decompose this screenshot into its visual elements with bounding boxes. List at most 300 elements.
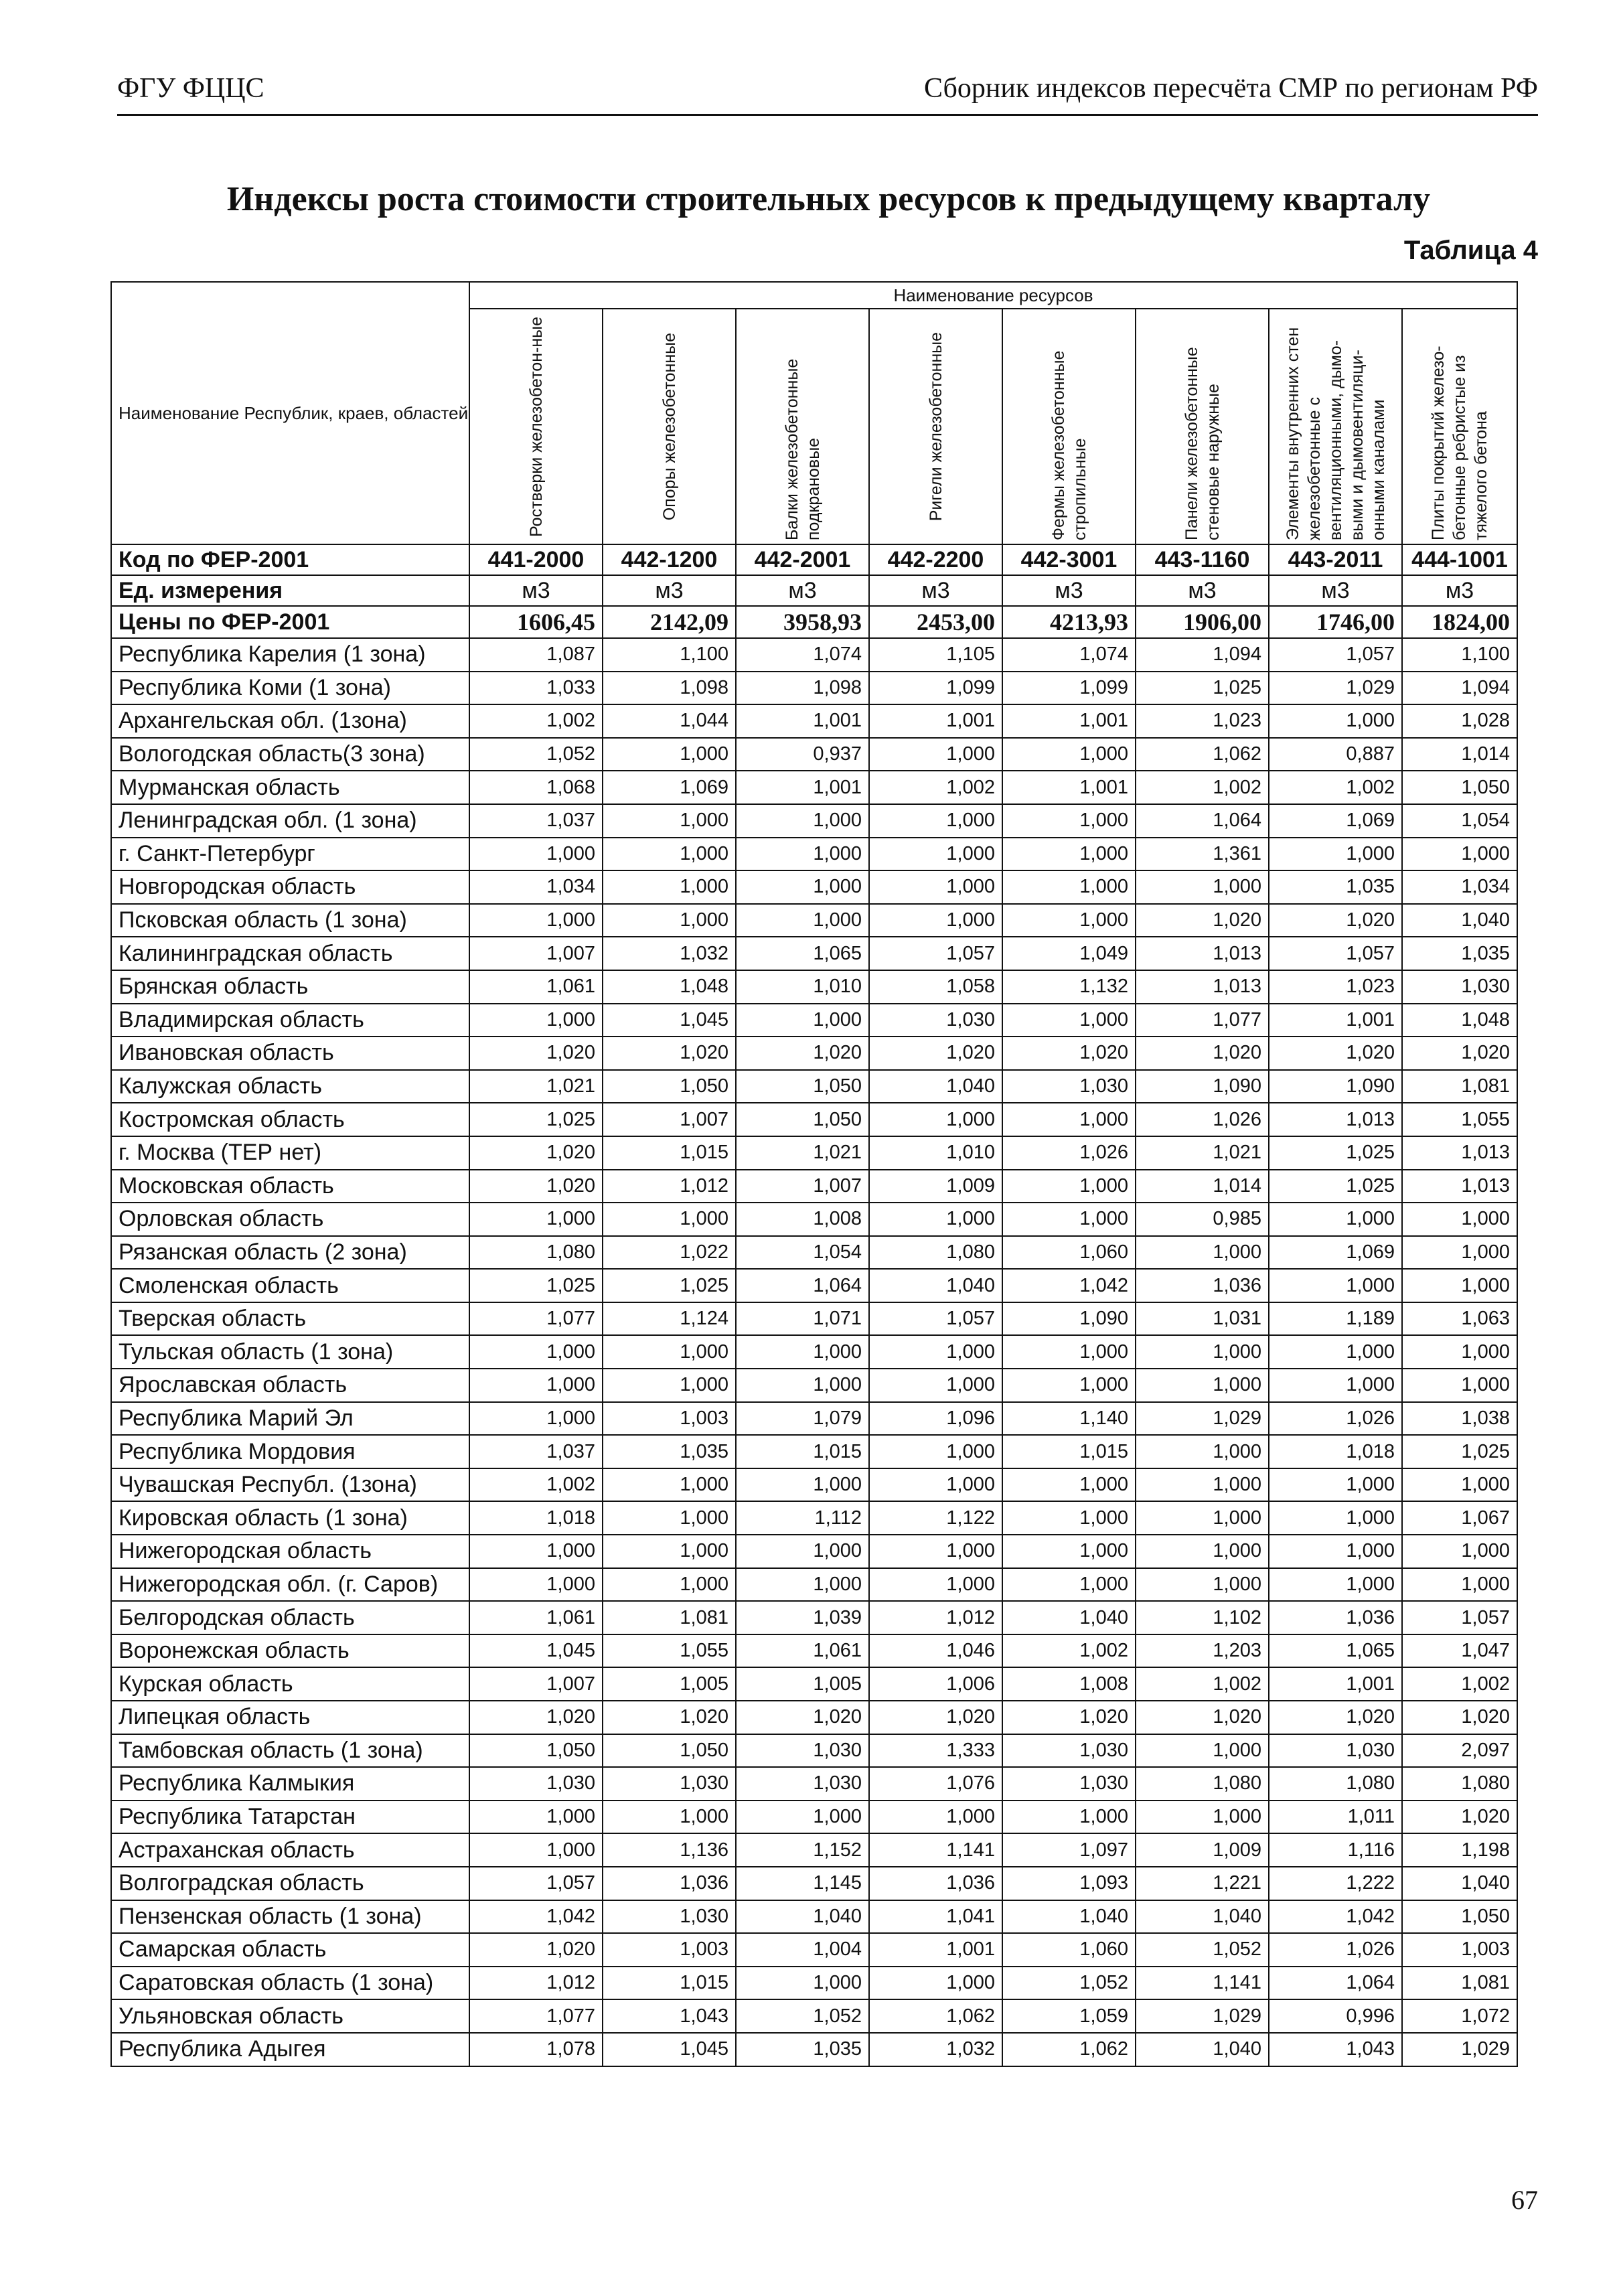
- index-value: 1,042: [469, 1900, 603, 1934]
- index-value: 1,000: [603, 1801, 736, 1834]
- index-value: 1,002: [1136, 771, 1269, 804]
- index-value: 1,000: [1136, 870, 1269, 904]
- index-value: 1,030: [1002, 1070, 1136, 1103]
- page-number: 67: [1511, 2185, 1538, 2215]
- index-value: 1,000: [603, 870, 736, 904]
- region-name: Курская область: [111, 1667, 469, 1701]
- index-value: 1,000: [469, 1369, 603, 1402]
- resource-column-header: [603, 309, 736, 544]
- index-value: 1,000: [1136, 1335, 1269, 1369]
- code-cell: 442-2001: [736, 544, 869, 575]
- index-value: 1,152: [736, 1833, 869, 1867]
- index-value: 1,061: [469, 970, 603, 1004]
- index-value: 1,000: [1136, 1236, 1269, 1270]
- region-name: Белгородская область: [111, 1601, 469, 1634]
- index-value: 1,000: [1269, 1501, 1402, 1535]
- index-value: 1,222: [1269, 1867, 1402, 1900]
- index-value: 1,001: [1002, 704, 1136, 738]
- table-row: [111, 1170, 1517, 1203]
- index-value: 1,000: [603, 1535, 736, 1568]
- index-value: 1,132: [1002, 970, 1136, 1004]
- table-row: [111, 1667, 1517, 1701]
- index-value: 1,030: [603, 1900, 736, 1934]
- index-value: 1,025: [1402, 1435, 1517, 1468]
- table-row: [111, 704, 1517, 738]
- region-name: Саратовская область (1 зона): [111, 1967, 469, 2000]
- index-value: 1,029: [1269, 672, 1402, 705]
- index-value: 1,001: [869, 1933, 1002, 1967]
- index-value: 1,068: [469, 771, 603, 804]
- index-value: 1,090: [1002, 1302, 1136, 1336]
- index-value: 1,020: [469, 1136, 603, 1170]
- code-row: [111, 544, 1517, 575]
- index-value: 1,020: [1136, 1701, 1269, 1734]
- index-value: 1,221: [1136, 1867, 1269, 1900]
- index-value: 1,000: [736, 1801, 869, 1834]
- resource-column-label: Плиты покрытий железо-бетонные ребристые из тяжелого бетона: [1429, 346, 1490, 540]
- table-body: [111, 544, 1517, 2066]
- region-name: Ульяновская область: [111, 1999, 469, 2033]
- index-value: 1,001: [1002, 771, 1136, 804]
- index-value: 1,040: [1002, 1601, 1136, 1634]
- region-name: Воронежская область: [111, 1634, 469, 1668]
- index-value: 1,007: [469, 1667, 603, 1701]
- region-column-header: Наименование Республик, краев, областей: [111, 282, 469, 544]
- index-value: 1,034: [1402, 870, 1517, 904]
- index-value: 1,040: [1002, 1900, 1136, 1934]
- index-value: 0,887: [1269, 738, 1402, 771]
- index-value: 1,000: [869, 1103, 1002, 1136]
- table-row: [111, 1801, 1517, 1834]
- index-value: 1,045: [603, 2033, 736, 2066]
- index-value: 1,045: [469, 1634, 603, 1668]
- price-cell: 4213,93: [1002, 606, 1136, 638]
- index-value: 1,000: [869, 738, 1002, 771]
- index-value: 1,014: [1402, 738, 1517, 771]
- index-value: 1,060: [1002, 1236, 1136, 1270]
- index-value: 1,065: [1269, 1634, 1402, 1668]
- index-value: 1,015: [603, 1967, 736, 2000]
- table-row: [111, 1501, 1517, 1535]
- index-value: 1,080: [1136, 1767, 1269, 1801]
- code-cell: 444-1001: [1402, 544, 1517, 575]
- price-cell: 1746,00: [1269, 606, 1402, 638]
- index-value: 1,035: [1269, 870, 1402, 904]
- index-value: 1,000: [1136, 1801, 1269, 1834]
- index-value: 1,009: [869, 1170, 1002, 1203]
- index-value: 1,013: [1269, 1103, 1402, 1136]
- index-value: 1,000: [469, 1833, 603, 1867]
- index-value: 1,098: [736, 672, 869, 705]
- index-value: 1,057: [1269, 937, 1402, 970]
- region-name: Липецкая область: [111, 1701, 469, 1734]
- resource-column-header: [1269, 309, 1402, 544]
- index-value: 1,030: [1402, 970, 1517, 1004]
- index-value: 1,000: [869, 1801, 1002, 1834]
- index-value: 1,012: [603, 1170, 736, 1203]
- index-value: 1,020: [736, 1037, 869, 1070]
- resource-column-header: [1002, 309, 1136, 544]
- index-value: 1,000: [603, 838, 736, 871]
- table-row: [111, 1236, 1517, 1270]
- index-value: 1,014: [1136, 1170, 1269, 1203]
- region-name: Республика Коми (1 зона): [111, 672, 469, 705]
- index-value: 1,000: [1402, 838, 1517, 871]
- table-row: [111, 1302, 1517, 1336]
- index-value: 1,000: [469, 838, 603, 871]
- table-row: [111, 771, 1517, 804]
- index-value: 1,000: [1402, 1335, 1517, 1369]
- index-value: 1,094: [1136, 638, 1269, 672]
- index-value: 1,060: [1002, 1933, 1136, 1967]
- index-value: 1,000: [1002, 738, 1136, 771]
- table-row: [111, 1967, 1517, 2000]
- region-name: Ивановская область: [111, 1037, 469, 1070]
- index-value: 1,000: [736, 904, 869, 937]
- index-value: 1,028: [1402, 704, 1517, 738]
- index-value: 1,000: [1136, 1435, 1269, 1468]
- unit-row: [111, 575, 1517, 606]
- index-value: 1,000: [469, 1801, 603, 1834]
- index-value: 1,002: [1402, 1667, 1517, 1701]
- index-value: 1,021: [736, 1136, 869, 1170]
- index-value: 1,361: [1136, 838, 1269, 871]
- index-value: 1,141: [869, 1833, 1002, 1867]
- index-value: 1,062: [1136, 738, 1269, 771]
- price-cell: 2453,00: [869, 606, 1002, 638]
- price-label: Цены по ФЕР-2001: [111, 606, 469, 638]
- index-value: 1,000: [603, 1369, 736, 1402]
- index-value: 1,040: [1136, 1900, 1269, 1934]
- code-cell: 443-1160: [1136, 544, 1269, 575]
- index-value: 1,054: [736, 1236, 869, 1270]
- region-name: Калининградская область: [111, 937, 469, 970]
- table-row: [111, 1535, 1517, 1568]
- index-value: 1,141: [1136, 1967, 1269, 2000]
- index-value: 1,020: [469, 1933, 603, 1967]
- index-value: 1,048: [1402, 1004, 1517, 1037]
- index-value: 1,002: [869, 771, 1002, 804]
- region-name: Нижегородская область: [111, 1535, 469, 1568]
- index-value: 1,000: [1269, 838, 1402, 871]
- index-value: 1,007: [736, 1170, 869, 1203]
- index-value: 1,069: [1269, 1236, 1402, 1270]
- table-row: [111, 1701, 1517, 1734]
- index-value: 1,050: [603, 1734, 736, 1768]
- index-value: 1,000: [1002, 1103, 1136, 1136]
- index-value: 1,000: [869, 1203, 1002, 1236]
- index-value: 1,006: [869, 1667, 1002, 1701]
- index-value: 1,052: [736, 1999, 869, 2033]
- index-value: 1,000: [869, 904, 1002, 937]
- index-value: 1,055: [603, 1634, 736, 1668]
- index-value: 1,015: [1002, 1435, 1136, 1468]
- header-collection-title: Сборник индексов пересчёта СМР по регионам РФ: [924, 73, 1538, 104]
- index-value: 1,042: [1269, 1900, 1402, 1934]
- index-value: 1,013: [1402, 1136, 1517, 1170]
- index-value: 1,023: [1136, 704, 1269, 738]
- index-value: 1,021: [1136, 1136, 1269, 1170]
- table-row: [111, 838, 1517, 871]
- index-value: 1,140: [1002, 1402, 1136, 1436]
- index-value: 1,020: [603, 1037, 736, 1070]
- resource-column-header: [1402, 309, 1517, 544]
- index-value: 1,025: [1136, 672, 1269, 705]
- index-value: 1,081: [1402, 1070, 1517, 1103]
- resource-column-label: Фермы железобетонные стропильные: [1049, 350, 1089, 540]
- index-value: 1,099: [1002, 672, 1136, 705]
- index-value: 1,040: [869, 1269, 1002, 1302]
- region-name: Астраханская область: [111, 1833, 469, 1867]
- index-value: 1,010: [736, 970, 869, 1004]
- index-value: 1,080: [1402, 1767, 1517, 1801]
- region-name: Новгородская область: [111, 870, 469, 904]
- index-value: 0,985: [1136, 1203, 1269, 1236]
- index-value: 1,047: [1402, 1634, 1517, 1668]
- table-row: [111, 1070, 1517, 1103]
- index-value: 1,097: [1002, 1833, 1136, 1867]
- resources-group-header: Наименование ресурсов: [469, 282, 1517, 309]
- index-value: 1,105: [869, 638, 1002, 672]
- index-value: 1,001: [1269, 1667, 1402, 1701]
- index-value: 1,052: [1002, 1967, 1136, 2000]
- index-value: 1,000: [1402, 1468, 1517, 1502]
- index-value: 1,032: [869, 2033, 1002, 2066]
- table-row: [111, 1568, 1517, 1602]
- resource-column-header: [736, 309, 869, 544]
- index-value: 1,044: [603, 704, 736, 738]
- index-value: 1,040: [869, 1070, 1002, 1103]
- region-name: Псковская область (1 зона): [111, 904, 469, 937]
- table-row: [111, 870, 1517, 904]
- region-name: Республика Адыгея: [111, 2033, 469, 2066]
- index-value: 1,000: [469, 1203, 603, 1236]
- index-value: 1,026: [1269, 1402, 1402, 1436]
- index-value: 1,030: [1269, 1734, 1402, 1768]
- index-value: 1,000: [1002, 1369, 1136, 1402]
- table-number: Таблица 4: [1403, 236, 1538, 265]
- table-row: [111, 1203, 1517, 1236]
- index-value: 1,065: [736, 937, 869, 970]
- index-value: 1,061: [469, 1601, 603, 1634]
- region-name: Тульская область (1 зона): [111, 1335, 469, 1369]
- index-value: 2,097: [1402, 1734, 1517, 1768]
- index-value: 1,011: [1269, 1801, 1402, 1834]
- index-value: 1,000: [603, 1568, 736, 1602]
- code-cell: 442-1200: [603, 544, 736, 575]
- index-value: 1,078: [469, 2033, 603, 2066]
- code-cell: 441-2000: [469, 544, 603, 575]
- index-value: 1,001: [869, 704, 1002, 738]
- index-value: 1,035: [603, 1435, 736, 1468]
- region-name: Калужская область: [111, 1070, 469, 1103]
- index-value: 1,026: [1136, 1103, 1269, 1136]
- index-value: 1,000: [1002, 804, 1136, 838]
- index-value: 1,030: [736, 1767, 869, 1801]
- index-value: 1,093: [1002, 1867, 1136, 1900]
- index-value: 1,020: [1269, 904, 1402, 937]
- index-value: 1,020: [469, 1701, 603, 1734]
- table-row: [111, 672, 1517, 705]
- resource-column-header: [869, 309, 1002, 544]
- unit-cell: м3: [1002, 575, 1136, 606]
- index-value: 1,005: [603, 1667, 736, 1701]
- index-value: 1,037: [469, 1435, 603, 1468]
- index-value: 1,003: [1402, 1933, 1517, 1967]
- index-value: 1,020: [469, 1170, 603, 1203]
- index-value: 1,000: [1002, 1501, 1136, 1535]
- resource-column-label: Ростверки железобетон-ные: [526, 316, 546, 537]
- index-value: 1,100: [1402, 638, 1517, 672]
- unit-cell: м3: [1402, 575, 1517, 606]
- index-value: 1,000: [1402, 1568, 1517, 1602]
- table-row: [111, 970, 1517, 1004]
- region-name: Ленинградская обл. (1 зона): [111, 804, 469, 838]
- index-value: 1,030: [469, 1767, 603, 1801]
- index-value: 1,031: [1136, 1302, 1269, 1336]
- header-org: ФГУ ФЦЦС: [117, 73, 264, 104]
- index-value: 1,057: [469, 1867, 603, 1900]
- index-value: 0,937: [736, 738, 869, 771]
- index-value: 1,000: [1002, 1801, 1136, 1834]
- index-value: 1,046: [869, 1634, 1002, 1668]
- index-value: 1,020: [1136, 1037, 1269, 1070]
- index-value: 1,036: [603, 1867, 736, 1900]
- index-value: 1,050: [736, 1103, 869, 1136]
- index-value: 1,000: [603, 804, 736, 838]
- index-value: 1,000: [1002, 1535, 1136, 1568]
- index-value: 1,000: [469, 904, 603, 937]
- region-name: Республика Мордовия: [111, 1435, 469, 1468]
- index-value: 1,029: [1136, 1999, 1269, 2033]
- index-value: 1,087: [469, 638, 603, 672]
- price-cell: 1606,45: [469, 606, 603, 638]
- index-value: 1,099: [869, 672, 1002, 705]
- index-value: 1,000: [869, 1568, 1002, 1602]
- index-value: 1,072: [1402, 1999, 1517, 2033]
- index-value: 1,004: [736, 1933, 869, 1967]
- index-value: 1,008: [736, 1203, 869, 1236]
- index-value: 1,020: [1402, 1701, 1517, 1734]
- index-value: 1,052: [1136, 1933, 1269, 1967]
- index-value: 1,136: [603, 1833, 736, 1867]
- index-value: 1,025: [469, 1269, 603, 1302]
- index-value: 1,040: [736, 1900, 869, 1934]
- index-value: 1,000: [1136, 1501, 1269, 1535]
- index-value: 1,198: [1402, 1833, 1517, 1867]
- region-name: Владимирская область: [111, 1004, 469, 1037]
- index-value: 1,000: [736, 1369, 869, 1402]
- index-value: 1,000: [1269, 1568, 1402, 1602]
- table-row: [111, 904, 1517, 937]
- index-value: 1,013: [1402, 1170, 1517, 1203]
- index-value: 1,042: [1002, 1269, 1136, 1302]
- index-value: 1,000: [736, 838, 869, 871]
- table-row: [111, 1634, 1517, 1668]
- price-cell: 3958,93: [736, 606, 869, 638]
- index-value: 1,049: [1002, 937, 1136, 970]
- index-value: 1,000: [736, 804, 869, 838]
- index-value: 1,064: [736, 1269, 869, 1302]
- index-value: 1,050: [736, 1070, 869, 1103]
- index-value: 1,002: [469, 1468, 603, 1502]
- index-value: 1,000: [1136, 1468, 1269, 1502]
- index-value: 1,064: [1136, 804, 1269, 838]
- index-value: 1,000: [1402, 1203, 1517, 1236]
- index-value: 1,098: [603, 672, 736, 705]
- region-name: Ярославская область: [111, 1369, 469, 1402]
- index-value: 1,000: [1269, 1535, 1402, 1568]
- index-value: 1,000: [603, 1335, 736, 1369]
- index-value: 1,000: [1269, 1203, 1402, 1236]
- index-value: 1,076: [869, 1767, 1002, 1801]
- index-value: 1,000: [736, 1535, 869, 1568]
- index-value: 1,012: [469, 1967, 603, 2000]
- index-value: 1,035: [736, 2033, 869, 2066]
- region-name: Республика Карелия (1 зона): [111, 638, 469, 672]
- region-name: Кировская область (1 зона): [111, 1501, 469, 1535]
- index-value: 1,062: [1002, 2033, 1136, 2066]
- index-value: 1,013: [1136, 970, 1269, 1004]
- index-value: 1,040: [1402, 1867, 1517, 1900]
- region-name: Тамбовская область (1 зона): [111, 1734, 469, 1768]
- index-value: 1,035: [1402, 937, 1517, 970]
- index-value: 1,000: [1269, 1269, 1402, 1302]
- index-value: 1,000: [469, 1004, 603, 1037]
- index-value: 1,020: [1269, 1037, 1402, 1070]
- index-value: 1,000: [1002, 1203, 1136, 1236]
- region-name: Московская область: [111, 1170, 469, 1203]
- region-name: Смоленская область: [111, 1269, 469, 1302]
- index-value: 1,077: [1136, 1004, 1269, 1037]
- table-row: [111, 1136, 1517, 1170]
- index-value: 1,052: [469, 738, 603, 771]
- index-value: 1,015: [603, 1136, 736, 1170]
- table-row: [111, 1601, 1517, 1634]
- index-value: 1,050: [1402, 1900, 1517, 1934]
- index-value: 1,025: [603, 1269, 736, 1302]
- index-value: 1,008: [1002, 1667, 1136, 1701]
- index-value: 1,010: [869, 1136, 1002, 1170]
- page-title: Индексы роста стоимости строительных ресурсов к предыдущему кварталу: [226, 180, 1431, 218]
- index-value: 1,000: [869, 1369, 1002, 1402]
- region-name: Волгоградская область: [111, 1867, 469, 1900]
- index-value: 1,036: [1269, 1601, 1402, 1634]
- index-value: 1,000: [1136, 1535, 1269, 1568]
- index-value: 1,000: [1002, 1568, 1136, 1602]
- table-row: [111, 738, 1517, 771]
- unit-cell: м3: [1269, 575, 1402, 606]
- index-value: 1,009: [1136, 1833, 1269, 1867]
- index-value: 1,037: [469, 804, 603, 838]
- index-value: 1,079: [736, 1402, 869, 1436]
- index-value: 1,001: [736, 771, 869, 804]
- index-value: 1,000: [1136, 1734, 1269, 1768]
- table-row: [111, 1369, 1517, 1402]
- table-row: [111, 2033, 1517, 2066]
- resource-column-header: [469, 309, 603, 544]
- resource-column-label: Элементы внутренних стен железобетонные с вентиляционными, дымо-выми и дымовентиляци-онными каналами: [1283, 327, 1388, 540]
- index-value: 1,020: [1402, 1037, 1517, 1070]
- index-value: 1,000: [1136, 1568, 1269, 1602]
- index-value: 1,000: [869, 1435, 1002, 1468]
- index-value: 1,050: [469, 1734, 603, 1768]
- table-row: [111, 1933, 1517, 1967]
- index-value: 1,000: [1269, 1468, 1402, 1502]
- code-label: Код по ФЕР-2001: [111, 544, 469, 575]
- resource-column-header: [1136, 309, 1269, 544]
- index-value: 1,023: [1269, 970, 1402, 1004]
